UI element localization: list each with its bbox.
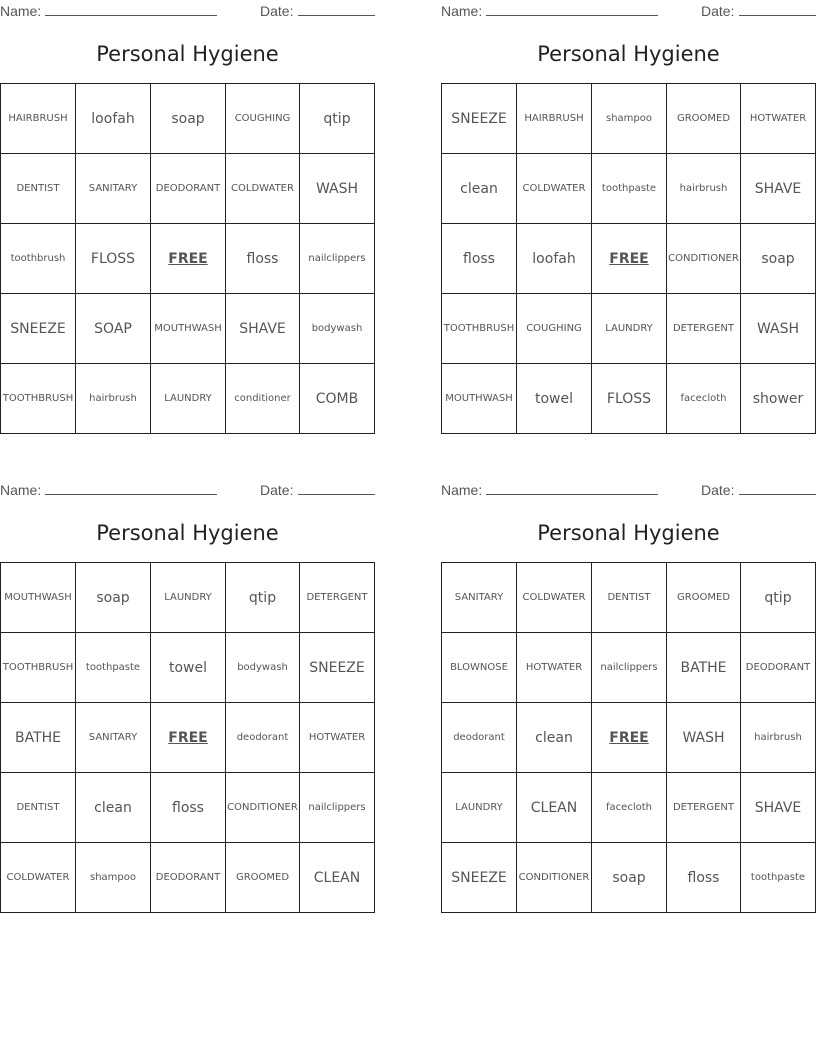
bingo-cell: WASH: [667, 703, 741, 773]
bingo-cell: WASH: [741, 294, 816, 364]
bingo-cell: soap: [592, 843, 667, 913]
bingo-cell: toothpaste: [741, 843, 816, 913]
bingo-cell: MOUTHWASH: [442, 364, 517, 434]
name-label: Name:: [0, 482, 42, 498]
bingo-cell: soap: [76, 563, 151, 633]
bingo-cell: BLOWNOSE: [442, 633, 517, 703]
bingo-cell: clean: [442, 154, 517, 224]
bingo-cell: CONDITIONER: [226, 773, 300, 843]
bingo-cell: TOOTHBRUSH: [442, 294, 517, 364]
name-line: [486, 15, 658, 16]
bingo-cell: nailclippers: [300, 224, 375, 294]
date-label: Date:: [701, 482, 735, 498]
date-label: Date:: [701, 3, 735, 19]
name-label: Name:: [0, 3, 42, 19]
bingo-cell: bodywash: [300, 294, 375, 364]
bingo-cell: GROOMED: [226, 843, 300, 913]
bingo-cell: HAIRBRUSH: [517, 84, 592, 154]
card-header: [441, 479, 816, 501]
bingo-cell: clean: [76, 773, 151, 843]
bingo-cell: CLEAN: [300, 843, 375, 913]
bingo-cell: SANITARY: [442, 563, 517, 633]
bingo-cell: qtip: [300, 84, 375, 154]
bingo-cell: SHAVE: [226, 294, 300, 364]
bingo-cell: facecloth: [667, 364, 741, 434]
bingo-cell: DETERGENT: [667, 294, 741, 364]
bingo-cell: COLDWATER: [1, 843, 76, 913]
bingo-grid: [441, 562, 816, 913]
date-line: [298, 15, 375, 16]
bingo-grid: [0, 562, 375, 913]
card-title: Personal Hygiene: [537, 42, 720, 66]
bingo-cell: toothbrush: [1, 224, 76, 294]
bingo-cell: SNEEZE: [442, 84, 517, 154]
bingo-cell: CONDITIONER: [667, 224, 741, 294]
bingo-cell: HAIRBRUSH: [1, 84, 76, 154]
date-line: [739, 494, 816, 495]
bingo-cell: towel: [151, 633, 226, 703]
card-title: Personal Hygiene: [96, 42, 279, 66]
card-title: Personal Hygiene: [537, 521, 720, 545]
bingo-cell: shower: [741, 364, 816, 434]
name-label: Name:: [441, 482, 483, 498]
bingo-cell: HOTWATER: [741, 84, 816, 154]
bingo-cell: LAUNDRY: [592, 294, 667, 364]
date-line: [739, 15, 816, 16]
bingo-cell: FLOSS: [592, 364, 667, 434]
bingo-card: [441, 0, 816, 407]
bingo-cell: MOUTHWASH: [1, 563, 76, 633]
bingo-card: [441, 479, 816, 886]
bingo-cell: DENTIST: [592, 563, 667, 633]
card-header: [0, 479, 375, 501]
bingo-cell: hairbrush: [667, 154, 741, 224]
date-label: Date:: [260, 3, 294, 19]
bingo-cell: hairbrush: [76, 364, 151, 434]
bingo-cell: SNEEZE: [1, 294, 76, 364]
bingo-cell: FLOSS: [76, 224, 151, 294]
bingo-cell: soap: [151, 84, 226, 154]
bingo-cell: nailclippers: [300, 773, 375, 843]
bingo-cell: nailclippers: [592, 633, 667, 703]
bingo-cell: floss: [667, 843, 741, 913]
bingo-cell: MOUTHWASH: [151, 294, 226, 364]
bingo-cell: floss: [442, 224, 517, 294]
bingo-grid: [0, 83, 375, 434]
bingo-cell: GROOMED: [667, 563, 741, 633]
bingo-cell: DEODORANT: [151, 843, 226, 913]
bingo-cell: towel: [517, 364, 592, 434]
date-line: [298, 494, 375, 495]
name-label: Name:: [441, 3, 483, 19]
bingo-cell: HOTWATER: [300, 703, 375, 773]
bingo-cell: hairbrush: [741, 703, 816, 773]
bingo-cell: LAUNDRY: [151, 364, 226, 434]
card-header: [441, 0, 816, 22]
bingo-cell: COUGHING: [226, 84, 300, 154]
bingo-cell: SHAVE: [741, 773, 816, 843]
bingo-card: [0, 0, 375, 407]
bingo-cell: CONDITIONER: [517, 843, 592, 913]
bingo-cell: facecloth: [592, 773, 667, 843]
bingo-cell: SHAVE: [741, 154, 816, 224]
bingo-cell: floss: [226, 224, 300, 294]
bingo-cell: BATHE: [1, 703, 76, 773]
bingo-cell: COMB: [300, 364, 375, 434]
bingo-cell: qtip: [226, 563, 300, 633]
bingo-cell: loofah: [76, 84, 151, 154]
bingo-cell: COUGHING: [517, 294, 592, 364]
bingo-cell: SANITARY: [76, 703, 151, 773]
bingo-cell: deodorant: [226, 703, 300, 773]
card-header: [0, 0, 375, 22]
bingo-cell: LAUNDRY: [151, 563, 226, 633]
bingo-cell: COLDWATER: [517, 563, 592, 633]
bingo-cell: CLEAN: [517, 773, 592, 843]
bingo-cell: deodorant: [442, 703, 517, 773]
bingo-grid: [441, 83, 816, 434]
bingo-cell: GROOMED: [667, 84, 741, 154]
bingo-cell: SNEEZE: [300, 633, 375, 703]
bingo-cell: WASH: [300, 154, 375, 224]
bingo-cell: SOAP: [76, 294, 151, 364]
name-line: [45, 15, 217, 16]
bingo-cell: loofah: [517, 224, 592, 294]
bingo-cell: soap: [741, 224, 816, 294]
bingo-cell: COLDWATER: [226, 154, 300, 224]
bingo-cell: HOTWATER: [517, 633, 592, 703]
free-space-cell: FREE: [592, 703, 667, 773]
free-space-cell: FREE: [592, 224, 667, 294]
bingo-cell: bodywash: [226, 633, 300, 703]
bingo-cell: SANITARY: [76, 154, 151, 224]
bingo-cell: toothpaste: [76, 633, 151, 703]
free-space-cell: FREE: [151, 224, 226, 294]
date-label: Date:: [260, 482, 294, 498]
bingo-cell: DENTIST: [1, 154, 76, 224]
bingo-cell: COLDWATER: [517, 154, 592, 224]
bingo-cell: TOOTHBRUSH: [1, 364, 76, 434]
bingo-cell: LAUNDRY: [442, 773, 517, 843]
bingo-cell: SNEEZE: [442, 843, 517, 913]
bingo-cell: DENTIST: [1, 773, 76, 843]
bingo-cell: toothpaste: [592, 154, 667, 224]
card-title: Personal Hygiene: [96, 521, 279, 545]
bingo-card: [0, 479, 375, 886]
bingo-cell: BATHE: [667, 633, 741, 703]
bingo-cell: shampoo: [592, 84, 667, 154]
bingo-cell: TOOTHBRUSH: [1, 633, 76, 703]
bingo-cell: floss: [151, 773, 226, 843]
bingo-cell: DEODORANT: [151, 154, 226, 224]
bingo-cell: clean: [517, 703, 592, 773]
name-line: [45, 494, 217, 495]
bingo-cell: shampoo: [76, 843, 151, 913]
bingo-cell: qtip: [741, 563, 816, 633]
bingo-cell: DETERGENT: [667, 773, 741, 843]
free-space-cell: FREE: [151, 703, 226, 773]
bingo-cell: DETERGENT: [300, 563, 375, 633]
name-line: [486, 494, 658, 495]
bingo-cell: DEODORANT: [741, 633, 816, 703]
bingo-cell: conditioner: [226, 364, 300, 434]
